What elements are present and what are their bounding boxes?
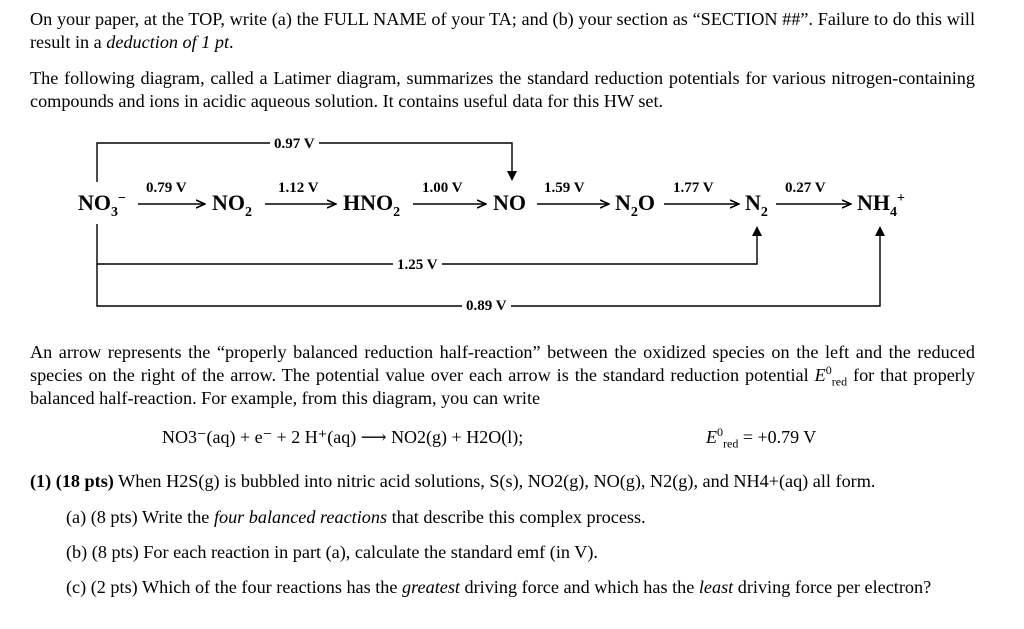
- part-emphasis: four balanced reactions: [213, 507, 388, 527]
- e-symbol-sub: red: [723, 436, 739, 451]
- latimer-diagram: [0, 128, 1024, 328]
- species-base: NO: [212, 190, 245, 215]
- part-label: (c): [66, 577, 87, 597]
- equation-rhs: NO2(g) + H2O(l);: [391, 427, 524, 447]
- species-ammonium: [857, 190, 905, 220]
- intro-paragraph: The following diagram, called a Latimer diagram, summarizes the standard reduction potentials for various nitrogen-containing compounds and ions in acidic aqueous solution. It contains useful data for this HW set.: [30, 68, 975, 111]
- diagram-lines: [0, 128, 1024, 328]
- explanation-text-b: for that properly balanced half-reaction. For example, from this diagram, you can write: [30, 365, 975, 408]
- species-sup: +: [897, 191, 905, 206]
- species-tail: O: [637, 190, 656, 215]
- potential-label-no-n2o: 1.59 V: [540, 180, 589, 196]
- part-label: (b): [66, 542, 88, 562]
- instructions-end: .: [229, 32, 234, 52]
- e-symbol-sup: 0: [717, 425, 723, 439]
- part-text: For each reaction in part (a), calculate the standard emf (in V).: [143, 542, 598, 562]
- equation-lhs: NO3⁻(aq) + e⁻ + 2 H⁺(aq): [162, 427, 357, 447]
- species-sub: 2: [630, 205, 638, 220]
- potential-label-no3-n2: 1.25 V: [393, 257, 442, 273]
- e-symbol-sup: 0: [825, 362, 832, 377]
- part-text: Write the: [141, 507, 214, 527]
- species-nitrous-acid: [343, 190, 401, 220]
- part-points: (8 pts): [91, 542, 139, 562]
- part-text: driving force per electron?: [733, 577, 932, 597]
- species-base: NH: [857, 190, 890, 215]
- question-number: (1): [30, 471, 52, 491]
- species-sub: 2: [245, 205, 252, 220]
- e-symbol: E: [814, 365, 826, 385]
- species-nitrate: [78, 190, 126, 220]
- potential-label-n2-nh4: 0.27 V: [781, 180, 830, 196]
- species-sup: −: [118, 191, 126, 206]
- potential-label-hno2-no: 1.00 V: [418, 180, 467, 196]
- potential-label-no2-hno2: 1.12 V: [274, 180, 323, 196]
- species-base: NO: [493, 190, 526, 215]
- part-text: Which of the four reactions has the: [141, 577, 403, 597]
- species-nitrogen-dioxide: [212, 190, 252, 220]
- e-symbol: E: [706, 427, 717, 447]
- e-symbol-sub: red: [831, 374, 848, 389]
- species-nitric-oxide: [493, 190, 526, 216]
- species-base: N: [745, 190, 761, 215]
- potential-value: = +0.79 V: [742, 427, 817, 447]
- part-points: (8 pts): [90, 507, 138, 527]
- question-1: [30, 470, 875, 493]
- ta-instructions: [30, 8, 975, 54]
- potential-label-no3-no: 0.97 V: [270, 136, 319, 152]
- deduction-emphasis: deduction of 1 pt: [106, 32, 230, 52]
- potential-label-n2o-n2: 1.77 V: [669, 180, 718, 196]
- part-text: driving force and which has the: [459, 577, 699, 597]
- instructions-text: On your paper, at the TOP, write (a) the FULL NAME of your TA; and (b) your section as “SECTION ##”. Failure to do this will result in a: [30, 9, 975, 52]
- example-potential: [706, 425, 817, 451]
- potential-label-no3-nh4: 0.89 V: [462, 298, 511, 314]
- species-sub: 2: [393, 205, 401, 220]
- species-sub: 2: [760, 205, 768, 220]
- species-nitrogen: [745, 190, 768, 220]
- species-sub: 4: [890, 205, 897, 220]
- question-part-a: [66, 506, 646, 529]
- part-emphasis: least: [698, 577, 734, 597]
- explanation-paragraph: [30, 341, 975, 410]
- species-sub: 3: [111, 205, 118, 220]
- species-base: NO: [78, 190, 111, 215]
- species-base: N: [615, 190, 631, 215]
- part-label: (a): [66, 507, 87, 527]
- question-stem: When H2S(g) is bubbled into nitric acid solutions, S(s), NO2(g), NO(g), N2(g), and NH4+(aq) all form.: [118, 471, 876, 491]
- explanation-text-a: An arrow represents the “properly balanced reduction half-reaction” between the oxidized species on the left and the reduced species on the right of the arrow. The potential value over each arrow is the standard reduction potential: [30, 342, 975, 385]
- potential-label-no3-no2: 0.79 V: [142, 180, 191, 196]
- question-points: (18 pts): [55, 471, 114, 491]
- species-nitrous-oxide: [615, 190, 656, 220]
- example-equation: [162, 426, 523, 448]
- part-text: that describe this complex process.: [387, 507, 646, 527]
- part-points: (2 pts): [90, 577, 138, 597]
- species-base: HNO: [343, 190, 394, 215]
- reaction-arrow-icon: ⟶: [360, 427, 387, 447]
- question-part-b: [66, 541, 598, 564]
- question-part-c: [66, 576, 971, 599]
- part-emphasis: greatest: [402, 577, 460, 597]
